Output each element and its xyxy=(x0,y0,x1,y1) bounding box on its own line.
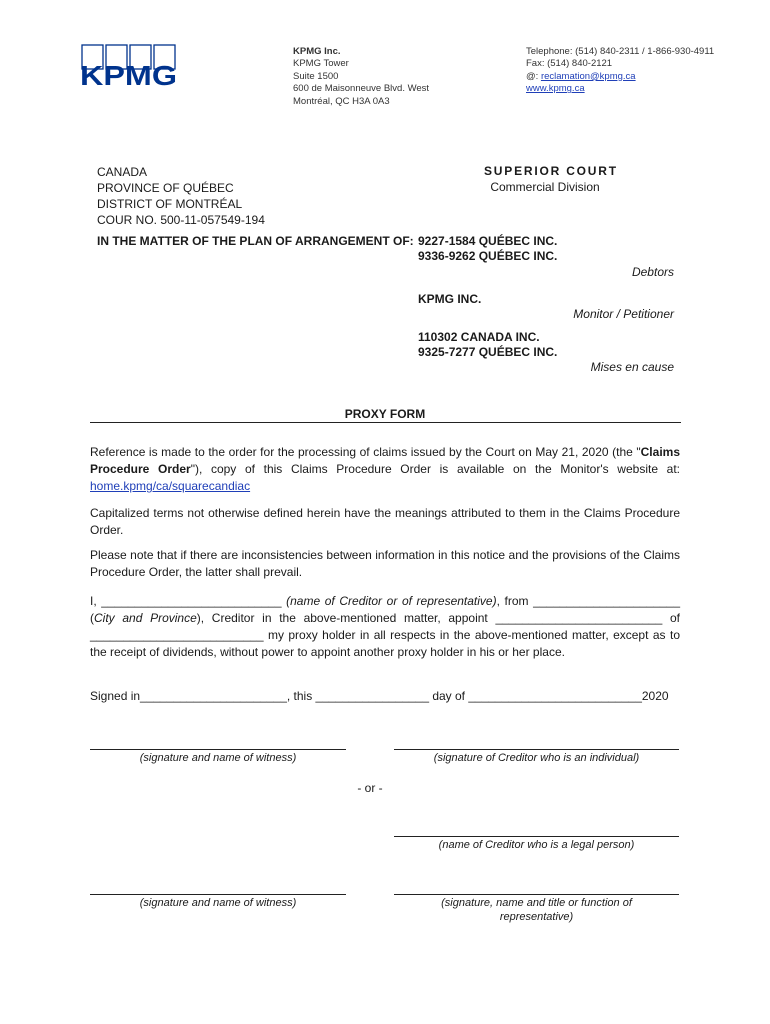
proxy-holder-address-blank[interactable]: __________________________ xyxy=(90,628,264,642)
appoint-hint: City and Province xyxy=(94,611,197,625)
email-prefix: @: xyxy=(526,70,541,82)
appoint-text: ), Creditor in the above-mentioned matter, appoint xyxy=(196,611,496,625)
mise-en-cause-name: 9325-7277 QUÉBEC INC. xyxy=(418,345,558,359)
creditor-individual-signature-line[interactable] xyxy=(394,749,679,750)
creditor-name-blank[interactable]: ___________________________ xyxy=(101,594,282,608)
creditor-individual-caption: (signature of Creditor who is an individual) xyxy=(433,752,640,764)
form-title: PROXY FORM xyxy=(344,407,426,421)
address-line: KPMG Inc. xyxy=(293,46,341,57)
reference-text-2: "), copy of this Claims Procedure Order is available on the Monitor's website at: xyxy=(190,462,680,476)
witness-signature-caption-2: (signature and name of witness) xyxy=(139,897,297,909)
address-line: Suite 1500 xyxy=(293,70,339,82)
jurisdiction-line: DISTRICT OF MONTRÉAL xyxy=(97,197,243,211)
witness-signature-caption: (signature and name of witness) xyxy=(139,752,297,764)
appoint-text: of xyxy=(662,611,680,625)
address-line: 600 de Maisonneuve Blvd. West xyxy=(293,83,430,95)
telephone: Telephone: (514) 840-2311 / 1-866-930-4911 xyxy=(526,46,715,57)
appoint-text: ( xyxy=(90,611,94,625)
appointment-paragraph xyxy=(90,593,680,661)
appoint-text: I, xyxy=(90,594,102,608)
reference-paragraph xyxy=(90,444,680,495)
monitor-name: KPMG INC. xyxy=(418,292,482,306)
claims-procedure-order-term: Claims Procedure Order xyxy=(90,445,680,476)
mises-role: Mises en cause xyxy=(590,360,674,374)
court-jurisdiction xyxy=(97,164,265,228)
matter-heading: IN THE MATTER OF THE PLAN OF ARRANGEMENT OF: xyxy=(97,234,414,248)
email-row xyxy=(526,71,714,83)
inconsistency-paragraph: Please note that if there are inconsistencies between information in this notice and the provisions of the Claims Procedure Order, the latter shall prevail. xyxy=(90,548,680,579)
address-line: KPMG Tower xyxy=(293,58,349,70)
representative-caption: (signature, name and title or function of representative) xyxy=(441,897,632,923)
court-title: SUPERIOR COURT xyxy=(484,164,618,178)
court-division: Commercial Division xyxy=(490,180,600,194)
appoint-text: , from xyxy=(496,594,534,608)
mise-en-cause-name: 110302 CANADA INC. xyxy=(418,330,540,344)
debtors-role: Debtors xyxy=(631,265,674,279)
capitalized-terms-paragraph: Capitalized terms not otherwise defined herein have the meanings attributed to them in the Claims Procedure Order. xyxy=(90,506,680,537)
debtor-name: 9336-9262 QUÉBEC INC. xyxy=(418,249,558,263)
jurisdiction-line: PROVINCE OF QUÉBEC xyxy=(97,181,234,195)
website-link[interactable]: www.kpmg.ca xyxy=(526,83,585,95)
city-blank[interactable]: ______________________ xyxy=(533,594,680,608)
monitor-website-link[interactable]: home.kpmg/ca/squarecandiac xyxy=(90,479,251,493)
kpmg-logo xyxy=(80,44,180,90)
kpmg-contact-block xyxy=(526,46,714,96)
email-link[interactable]: reclamation@kpmg.ca xyxy=(540,70,636,82)
monitor-role: Monitor / Petitioner xyxy=(573,307,674,321)
witness-signature-line-2[interactable] xyxy=(90,894,346,895)
signed-line[interactable]: Signed in______________________, this _________________ day of __________________________2020 xyxy=(90,689,669,703)
kpmg-logo-graphic xyxy=(80,44,180,90)
proxy-holder-blank[interactable]: _________________________ xyxy=(495,611,663,625)
kpmg-address-block xyxy=(293,46,429,108)
creditor-legal-caption: (name of Creditor who is a legal person) xyxy=(438,839,635,851)
jurisdiction-line: COUR NO. 500-11-057549-194 xyxy=(97,213,265,227)
debtor-name: 9227-1584 QUÉBEC INC. xyxy=(418,234,558,248)
creditor-legal-name-line[interactable] xyxy=(394,836,679,837)
address-line: Montréal, QC H3A 0A3 xyxy=(293,95,390,107)
witness-signature-line[interactable] xyxy=(90,749,346,750)
svg-text:KPMG: KPMG xyxy=(80,60,177,90)
reference-text: Reference is made to the order for the processing of claims issued by the Court on May 21, 2020 (the " xyxy=(90,445,641,459)
or-separator: - or - xyxy=(357,781,383,795)
fax: Fax: (514) 840-2121 xyxy=(526,58,613,70)
appoint-hint: (name of Creditor or of representative) xyxy=(281,594,497,608)
title-rule xyxy=(90,422,681,423)
appoint-text: my proxy holder in all respects in the above-mentioned matter, except as to the receipt of dividends, without power to appoint another proxy holder in his or her place. xyxy=(90,628,680,659)
jurisdiction-line: CANADA xyxy=(97,165,148,179)
representative-signature-line[interactable] xyxy=(394,894,679,895)
